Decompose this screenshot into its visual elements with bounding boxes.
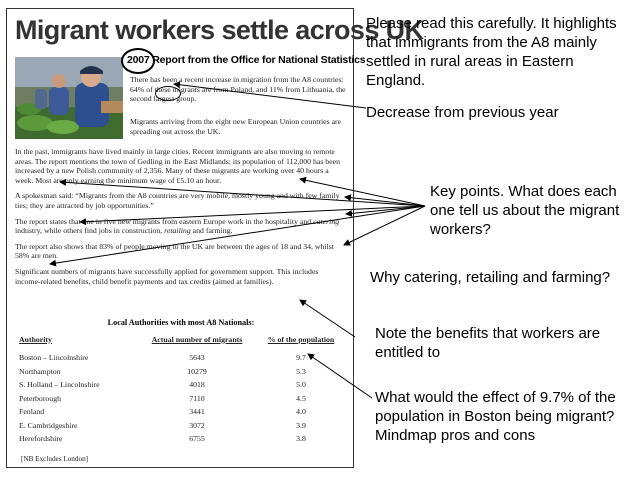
article-photo	[15, 57, 123, 139]
cell-percentage: 3.8	[296, 434, 306, 444]
cell-migrants: 3441	[189, 407, 205, 417]
table-row	[19, 392, 345, 406]
body-paragraph-1: In the past, immigrants have lived mainly in large cities. Recent immigrants are also moving to remote areas. The report mentions the town of Gedling in the East Midlands; its population of 112,000 has been increased by a new Polish community of 2,356. Many of these migrants are working over 40 hours a week. Most are only earning the minimum wage of £5.10 an hour.	[15, 147, 341, 185]
arrow-key-point-4	[344, 206, 425, 245]
cell-percentage: 5.3	[296, 366, 306, 376]
cell-authority: S. Holland – Lincolnshire	[19, 380, 100, 390]
intro1-text-a: There has been a recent increase in migration from the A8 countries:	[130, 75, 344, 84]
cell-migrants: 7110	[189, 393, 205, 403]
body-paragraph-5: Significant numbers of migrants have successfully applied for government support. This includes income-related benefits, child benefit payments and tax credits (aimed at families).	[15, 266, 319, 286]
header-migrants: Actual number of migrants	[151, 334, 243, 344]
table-row	[19, 378, 345, 392]
table-footnote: [NB Excludes London]	[21, 455, 89, 463]
cell-percentage: 3.9	[296, 420, 306, 430]
cell-migrants: 10279	[187, 366, 207, 376]
header-percentage: % of the population	[267, 334, 335, 344]
table-row	[19, 432, 345, 446]
body-paragraph-3	[15, 217, 345, 236]
local-authorities-table	[19, 333, 345, 446]
cell-percentage: 4.5	[296, 393, 306, 403]
intro1-percentage: 64%	[130, 84, 145, 94]
table-title: Local Authorities with most A8 Nationals:	[107, 318, 255, 327]
para3-catering: catering	[313, 216, 340, 226]
article-subhead	[127, 54, 365, 66]
arrow-key-point-3	[346, 206, 425, 214]
article-document	[6, 8, 424, 468]
body-paragraph-4: The report also shows that 83% of people moving to the UK are between the ages of 18 and 34, whilst 58% are men.	[15, 241, 334, 261]
subhead-text: Report from the Office for National Statistics	[149, 54, 366, 66]
para3-retailing: retailing	[164, 226, 191, 236]
article-body	[15, 147, 345, 292]
table-row	[19, 351, 345, 365]
note-boston-effect: What would the effect of 9.7% of the population in Boston being migrant? Mindmap pros and cons	[375, 389, 616, 444]
cell-migrants: 6755	[189, 434, 205, 444]
intro-paragraph-2: Migrants arriving from the eight new European Union countries are spreading out across the UK.	[130, 117, 342, 136]
table-row	[19, 419, 345, 433]
article-title: Migrant workers settle across UK	[15, 15, 424, 45]
arrow-key-point-2	[345, 197, 425, 206]
table-row	[19, 405, 345, 419]
para3-text-b: industry, while others find jobs in construction,	[15, 226, 165, 236]
note-key-points: Key points. What does each one tell us about the migrant workers?	[430, 183, 620, 238]
header-authority: Authority	[19, 334, 52, 344]
para3-text-a: The report states that one in five new migrants from eastern Europe work in the hospitality and	[15, 216, 314, 226]
cell-migrants: 5643	[189, 353, 205, 363]
intro1-text-b: of these migrants are from Poland, and 11% from Lithuania, the second largest group.	[130, 84, 346, 104]
table-header-row	[19, 333, 345, 351]
cell-migrants: 3072	[189, 420, 205, 430]
cell-percentage: 9.7	[296, 353, 306, 363]
note-read-carefully: Please read this carefully. It highlights that immigrants from the A8 mainly settled in rural areas in Eastern England.	[366, 15, 617, 89]
note-why-catering: Why catering, retailing and farming?	[370, 269, 611, 286]
cell-authority: E. Cambridgeshire	[19, 420, 78, 430]
percentage-circle-annotation	[155, 86, 181, 101]
para3-text-c: and farming.	[190, 226, 233, 236]
note-decrease: Decrease from previous year	[366, 104, 559, 121]
cell-authority: Fenland	[19, 407, 45, 417]
body-paragraph-2: A spokesman said: “Migrants from the A8 countries are very mobile, mostly young and with few family ties; they are attracted by job opportunities.”	[15, 191, 340, 210]
cell-authority: Boston – Lincolnshire	[19, 353, 89, 363]
subhead-year: 2007	[127, 54, 150, 66]
cell-migrants: 4018	[189, 380, 205, 390]
note-benefits: Note the benefits that workers are entitled to	[375, 325, 601, 361]
cell-percentage: 4.0	[296, 407, 306, 417]
cell-percentage: 5.0	[296, 380, 306, 390]
cell-authority: Northampton	[19, 366, 61, 376]
workers-photo-illustration	[15, 57, 123, 139]
cell-authority: Peterborough	[19, 393, 62, 403]
table-row	[19, 365, 345, 379]
cell-authority: Herefordshire	[19, 434, 63, 444]
